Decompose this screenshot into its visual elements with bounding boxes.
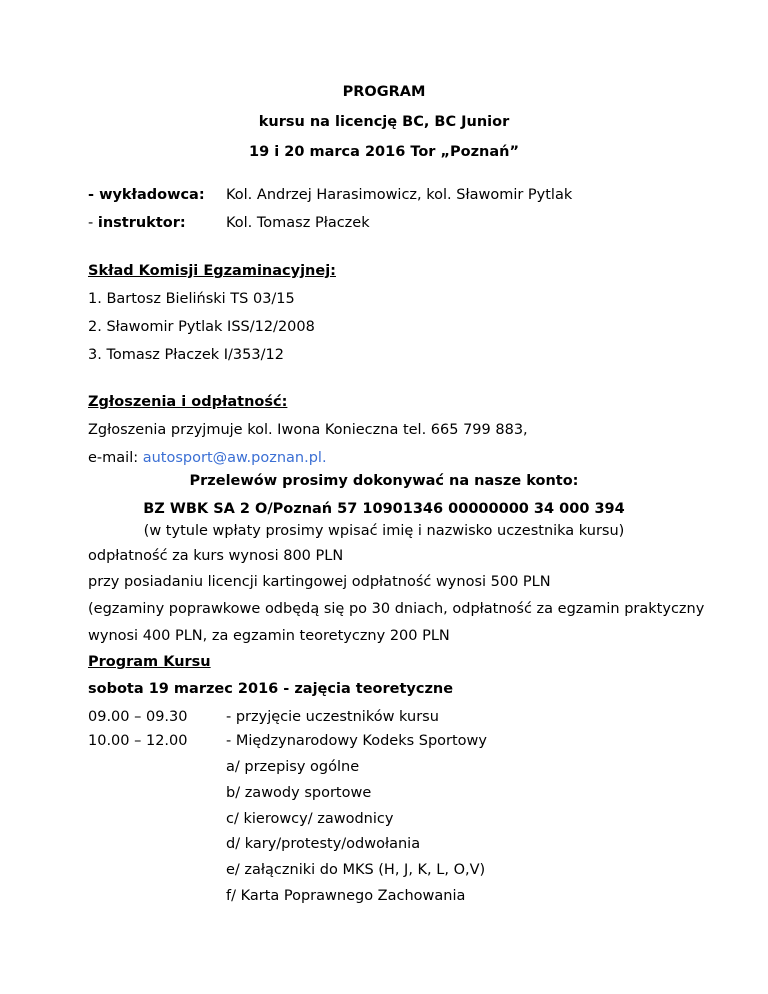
transfer-note: (w tytule wpłaty prosimy wpisać imię i nazwisko uczestnika kursu) — [143, 523, 625, 539]
slot-time: 10.00 – 12.00 — [88, 733, 188, 749]
email-line — [88, 449, 327, 467]
bank-account: BZ WBK SA 2 O/Poznań 57 10901346 00000000 34 000 394 — [143, 501, 625, 517]
document-title: PROGRAM — [342, 84, 426, 100]
day1-heading: sobota 19 marzec 2016 - zajęcia teoretyczne — [88, 681, 454, 697]
document-subtitle: kursu na licencję BC, BC Junior — [258, 114, 510, 130]
instructor-label-text: instruktor: — [97, 215, 186, 231]
topic-item: d/ kary/protesty/odwołania — [226, 836, 421, 852]
slot-desc: - Międzynarodowy Kodeks Sportowy — [226, 733, 487, 749]
instructor-value: Kol. Tomasz Płaczek — [226, 215, 370, 231]
commission-heading: Skład Komisji Egzaminacyjnej: — [88, 263, 336, 279]
topic-item: f/ Karta Poprawnego Zachowania — [226, 888, 466, 904]
fee-retake-line: (egzaminy poprawkowe odbędą się po 30 dniach, odpłatność za egzamin praktyczny — [88, 601, 705, 617]
event-date-venue: 19 i 20 marca 2016 Tor „Poznań” — [249, 144, 519, 160]
slot-time: 09.00 – 09.30 — [88, 709, 188, 725]
fee-retake-line: wynosi 400 PLN, za egzamin teoretyczny 200 PLN — [88, 628, 450, 644]
slot-desc: - przyjęcie uczestników kursu — [226, 709, 439, 725]
applications-heading: Zgłoszenia i odpłatność: — [88, 394, 288, 410]
instructor-label: - instruktor: — [88, 215, 186, 231]
transfer-heading: Przelewów prosimy dokonywać na nasze konto: — [189, 473, 579, 489]
fee-license-line: przy posiadaniu licencji kartingowej odpłatność wynosi 500 PLN — [88, 574, 551, 590]
topic-item: b/ zawody sportowe — [226, 785, 372, 801]
commission-member: 1. Bartosz Bieliński TS 03/15 — [88, 291, 295, 307]
commission-member: 3. Tomasz Płaczek I/353/12 — [88, 347, 284, 363]
email-link[interactable]: autosport@aw.poznan.pl. — [142, 450, 327, 466]
topic-item: a/ przepisy ogólne — [226, 759, 360, 775]
topic-item: e/ załączniki do MKS (H, J, K, L, O,V) — [226, 862, 486, 878]
lecturer-label: - wykładowca: — [88, 187, 205, 203]
commission-member: 2. Sławomir Pytlak ISS/12/2008 — [88, 319, 315, 335]
program-heading: Program Kursu — [88, 654, 211, 670]
topic-item: c/ kierowcy/ zawodnicy — [226, 811, 394, 827]
lecturer-value: Kol. Andrzej Harasimowicz, kol. Sławomir Pytlak — [226, 187, 573, 203]
email-label: e-mail: — [88, 450, 143, 466]
applications-contact: Zgłoszenia przyjmuje kol. Iwona Konieczna tel. 665 799 883, — [88, 422, 528, 438]
fee-line: odpłatność za kurs wynosi 800 PLN — [88, 548, 344, 564]
